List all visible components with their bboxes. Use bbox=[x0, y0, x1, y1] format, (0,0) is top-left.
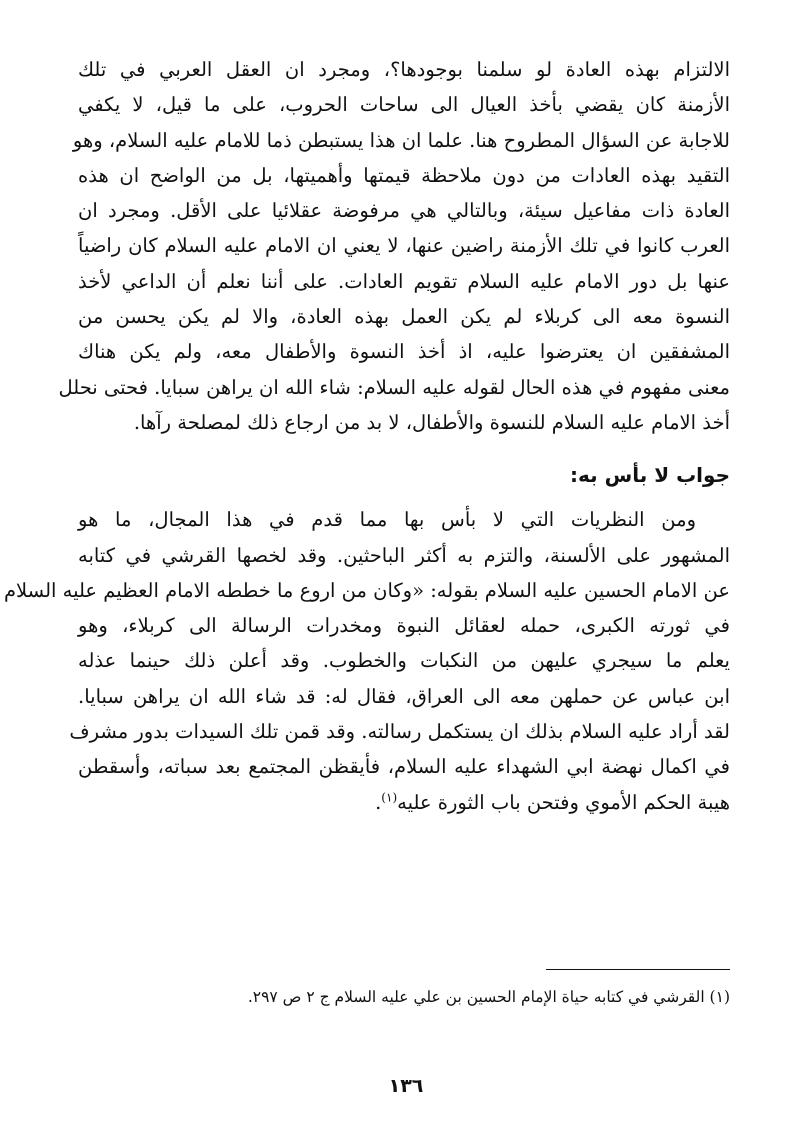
paragraph-line: التقيد بهذه العادات من دون ملاحظة قيمتها وأهميتها، بل من الواضح ان هذه bbox=[78, 163, 730, 187]
paragraph-line: في اكمال نهضة ابي الشهداء عليه السلام، فأيقظن المجتمع بعد سباته، وأسقطن bbox=[78, 755, 730, 779]
paragraph-line: المشفقين ان يعترضوا عليه، اذ أخذ النسوة والأطفال معه، ولم يكن هناك bbox=[78, 340, 730, 364]
section-heading: جواب لا بأس به: bbox=[570, 463, 730, 488]
paragraph-line: عن الامام الحسين عليه السلام بقوله: «وكان من اروع ما خططه الامام العظيم عليه السلام bbox=[3, 578, 730, 602]
paragraph-line: المشهور على الألسنة، والتزم به أكثر الباحثين. وقد لخصها القرشي في كتابه bbox=[78, 543, 730, 567]
page-body bbox=[3, 52, 730, 820]
paragraph-line: العادة ذات مفاعيل سيئة، وبالتالي هي مرفوضة عقلائيا على الأقل. ومجرد ان bbox=[78, 199, 730, 223]
paragraph-1 bbox=[58, 52, 730, 440]
footnote-divider bbox=[546, 969, 730, 970]
sentence-end: . bbox=[375, 790, 382, 814]
paragraph-line: يعلم ما سيجري عليهن من النكبات والخطوب. وقد أعلن ذلك حينما عذله bbox=[78, 649, 730, 673]
paragraph-line: العرب كانوا في تلك الأزمنة راضين عنها، لا يعني ان الامام عليه السلام كان راضياً bbox=[78, 234, 730, 258]
paragraph-line: الالتزام بهذه العادة لو سلمنا بوجودها؟، ومجرد ان العقل العربي في تلك bbox=[78, 58, 730, 81]
footnote-text: (١) القرشي في كتابه حياة الإمام الحسين بن علي عليه السلام ج ٢ ص ٢٩٧. bbox=[247, 988, 730, 1006]
paragraph-line: ابن عباس عن حملهن معه الى العراق، فقال له: قد شاء الله ان يراهن سبايا. bbox=[78, 684, 730, 708]
paragraph-line-text: هيبة الحكم الأموي وفتحن باب الثورة عليه bbox=[397, 790, 730, 814]
paragraph-line: الأزمنة كان يقضي بأخذ العيال الى ساحات الحروب، على ما قيل، لا يكفي bbox=[78, 93, 730, 117]
paragraph-line: النسوة معه الى كربلاء لم يكن العمل بهذه العادة، والا لم يكن يحسن من bbox=[78, 305, 730, 329]
paragraph-2 bbox=[3, 502, 730, 820]
paragraph-line: للاجابة عن السؤال المطروح هنا. علما ان هذا يستبطن ذما للامام عليه السلام، وهو bbox=[72, 128, 730, 152]
paragraph-line: في ثورته الكبرى، حمله لعقائل النبوة ومخدرات الرسالة الى كربلاء، وهو bbox=[78, 614, 730, 638]
paragraph-line: أخذ الامام عليه السلام للنسوة والأطفال، لا بد من ارجاع ذلك لمصلحة رآها. bbox=[133, 410, 730, 434]
paragraph-line: ومن النظريات التي لا بأس بها مما قدم في هذا المجال، ما هو bbox=[78, 508, 696, 532]
page-number: ١٣٦ bbox=[388, 1075, 424, 1097]
footnote-reference[interactable]: (١) bbox=[381, 790, 398, 805]
paragraph-line: معنى مفهوم في هذه الحال لقوله عليه السلام: شاء الله ان يراهن سبايا. فحتى نحلل bbox=[58, 375, 730, 399]
paragraph-last-line bbox=[78, 785, 730, 820]
paragraph-line: لقد أراد عليه السلام بذلك ان يستكمل رسالته. وقد قمن تلك السيدات بدور مشرف bbox=[69, 720, 730, 744]
paragraph-line: عنها بل دور الامام عليه السلام تقويم العادات. على أننا نعلم أن الداعي لأخذ bbox=[78, 269, 730, 293]
